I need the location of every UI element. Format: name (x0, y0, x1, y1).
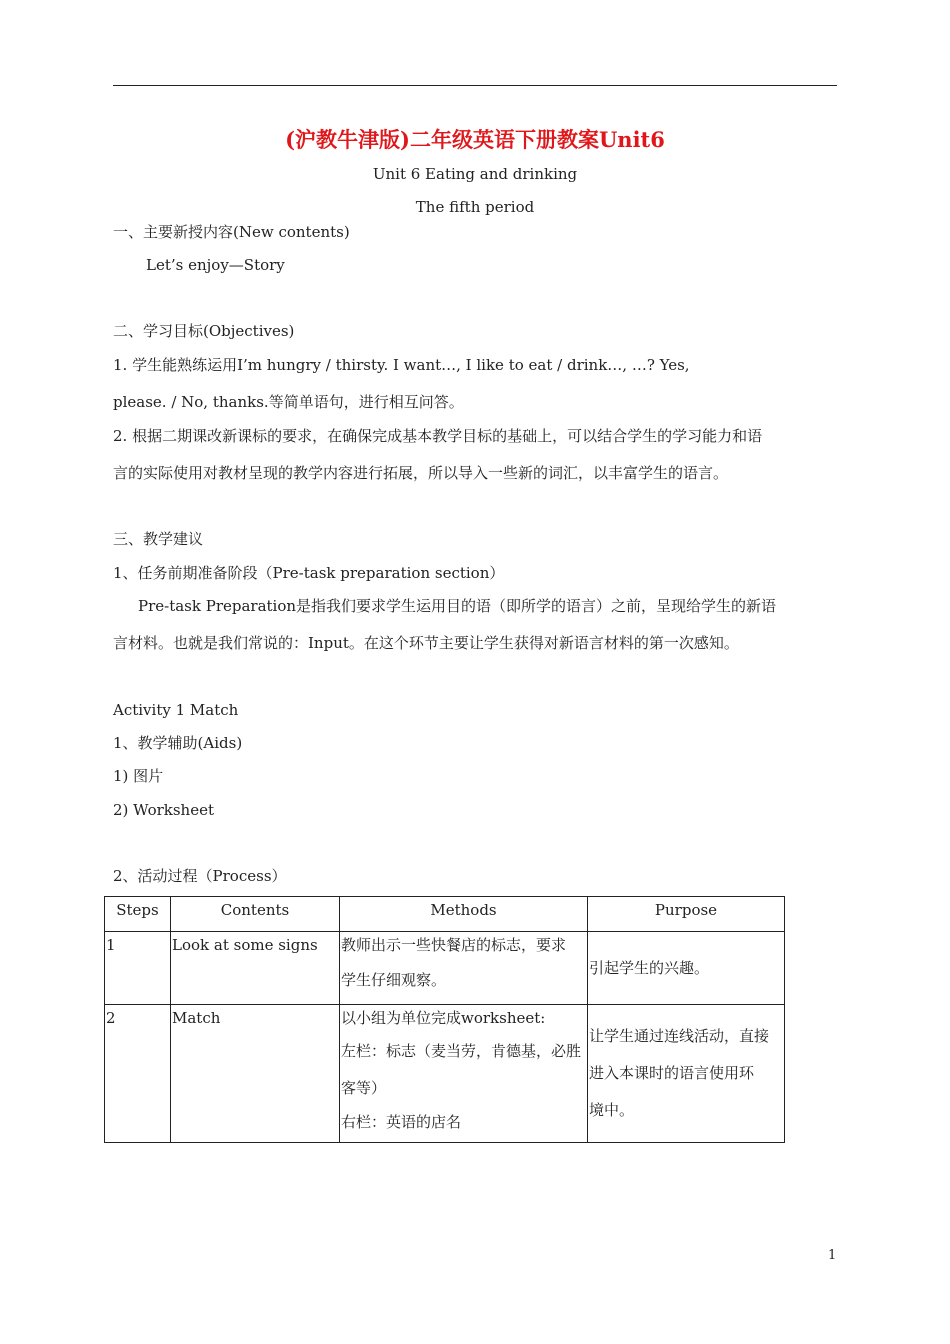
table-row (105, 1005, 785, 1143)
section3-sub1: 1、任务前期准备阶段（Pre-task preparation section） (113, 564, 505, 582)
pretask-para-line1: Pre-task Preparation是指我们要求学生运用目的语（即所学的语言）之前，呈现给学生的新语 (138, 597, 777, 615)
methods-line: 右栏：英语的店名 (341, 1113, 462, 1131)
aid-item-2: 2) Worksheet (113, 801, 214, 819)
methods-cell (340, 932, 588, 1005)
objective-2-line2: 言的实际使用对教材呈现的教学内容进行拓展，所以导入一些新的词汇，以丰富学生的语言。 (113, 464, 729, 482)
purpose-line: 境中。 (589, 1101, 635, 1119)
content-cell: Look at some signs (171, 932, 340, 1005)
purpose-line: 让学生通过连线活动，直接 (589, 1027, 770, 1045)
section1-content: Let’s enjoy—Story (146, 256, 285, 274)
section2-heading: 二、学习目标(Objectives) (113, 322, 295, 340)
table-header-row (105, 897, 785, 932)
page-number: 1 (828, 1248, 837, 1263)
step-cell: 2 (105, 1005, 171, 1143)
section3-heading: 三、教学建议 (113, 530, 204, 548)
process-heading: 2、活动过程（Process） (113, 867, 287, 885)
objective-1-line2: please. / No, thanks.等简单语句，进行相互问答。 (113, 393, 464, 411)
header-methods: Methods (340, 897, 588, 932)
objective-1-line1: 1. 学生能熟练运用I’m hungry / thirsty. I want…, I like to eat / drink…, …? Yes, (113, 356, 690, 374)
methods-cell (340, 1005, 588, 1143)
purpose-cell (588, 1005, 785, 1143)
purpose-cell (588, 932, 785, 1005)
header-contents: Contents (171, 897, 340, 932)
methods-line: 客等） (341, 1079, 387, 1097)
header-purpose: Purpose (588, 897, 785, 932)
objective-2-line1: 2. 根据二期课改新课标的要求，在确保完成基本教学目标的基础上，可以结合学生的学习能力和语 (113, 427, 763, 445)
pretask-para-line2: 言材料。也就是我们常说的：Input。在这个环节主要让学生获得对新语言材料的第一次感知。 (113, 634, 739, 652)
methods-line: 左栏：标志（麦当劳，肯德基，必胜 (341, 1042, 582, 1060)
methods-line: 学生仔细观察。 (341, 971, 447, 989)
activity-title: Activity 1 Match (113, 701, 239, 719)
purpose-line: 引起学生的兴趣。 (589, 958, 710, 977)
methods-line: 教师出示一些快餐店的标志，要求 (341, 936, 567, 954)
step-cell: 1 (105, 932, 171, 1005)
section1-heading: 一、主要新授内容(New contents) (113, 223, 350, 241)
document-title: (沪教牛津版)二年级英语下册教案Unit6 (285, 127, 665, 152)
aid-item-1: 1) 图片 (113, 767, 164, 785)
purpose-line: 进入本课时的语言使用环 (589, 1064, 755, 1082)
table-row (105, 932, 785, 1005)
period-subtitle: The fifth period (415, 198, 535, 216)
process-table (104, 896, 785, 1143)
methods-line: 以小组为单位完成worksheet: (341, 1009, 546, 1027)
unit-subtitle: Unit 6 Eating and drinking (372, 165, 578, 183)
header-steps: Steps (105, 897, 171, 932)
content-cell: Match (171, 1005, 340, 1143)
header-rule (113, 85, 837, 86)
aids-heading: 1、教学辅助(Aids) (113, 734, 243, 752)
